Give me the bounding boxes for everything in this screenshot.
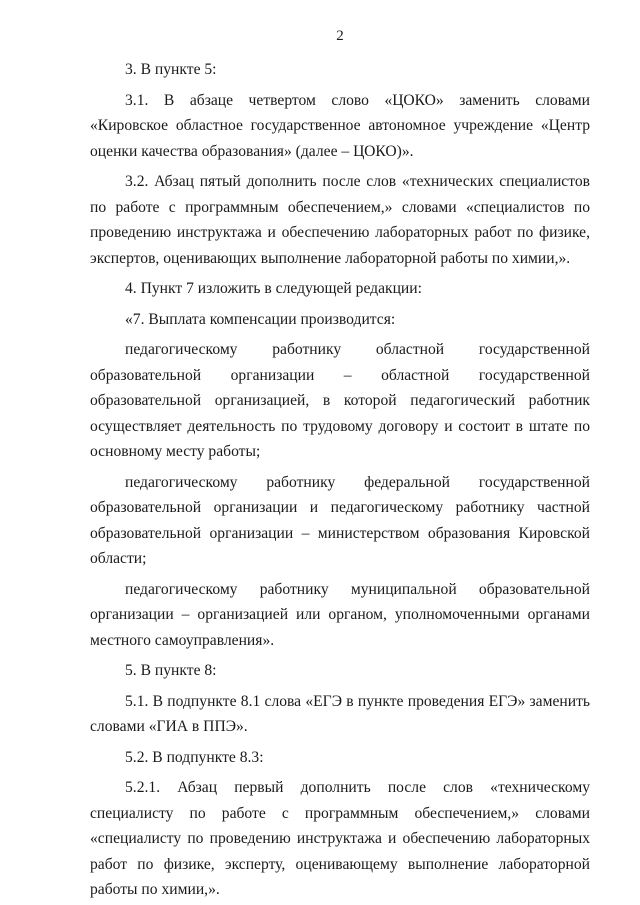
paragraph-7-federal: педагогическому работнику федеральной государственной образовательной организации и педагогическому работнику частной образовательной организации – министерством образования Кировской области; <box>90 473 590 567</box>
paragraph-7-intro: «7. Выплата компенсации производится: <box>125 310 396 328</box>
paragraph-5-1: 5.1. В подпункте 8.1 слова «ЕГЭ в пункте проведения ЕГЭ» заменить словами «ГИА в ППЭ». <box>90 692 590 735</box>
paragraph-5: 5. В пункте 8: <box>125 662 217 679</box>
paragraph-7-municipal: педагогическому работнику муниципальной образовательной организации – организацией или органом, уполномоченными органами местного самоуправления». <box>90 580 590 649</box>
document-body <box>90 57 590 903</box>
paragraph-4: 4. Пункт 7 изложить в следующей редакции: <box>125 280 422 297</box>
paragraph-3-2: 3.2. Абзац пятый дополнить после слов «технических специалистов по работе с программным обеспечением,» словами «специалистов по проведению инструктажа и обеспечению лабораторных работ по физике, экспертов, оценивающих выполнение лабораторной работы по химии,». <box>90 173 590 267</box>
page-number: 2 <box>336 28 344 44</box>
paragraph-3-1: 3.1. В абзаце четвертом слово «ЦОКО» заменить словами «Кировское областное государственное автономное учреждение «Центр оценки качества образования» (далее – ЦОКО)». <box>90 91 590 160</box>
paragraph-7-regional: педагогическому работнику областной государственной образовательной организации – областной государственной образовательной организацией, в которой педагогический работник осуществляет деятельность по трудовому договору и состоит в штате по основному месту работы; <box>90 341 590 460</box>
paragraph-5-2-1: 5.2.1. Абзац первый дополнить после слов «техническому специалисту по работе с программным обеспечением,» словами «специалисту по проведению инструктажа и обеспечению лабораторных работ по физике, эксперту, оценивающему выполнение лабораторной работы по химии,». <box>90 779 590 898</box>
paragraph-5-2: 5.2. В подпункте 8.3: <box>125 748 264 766</box>
paragraph-3: 3. В пункте 5: <box>125 61 217 78</box>
document-page <box>90 0 590 905</box>
